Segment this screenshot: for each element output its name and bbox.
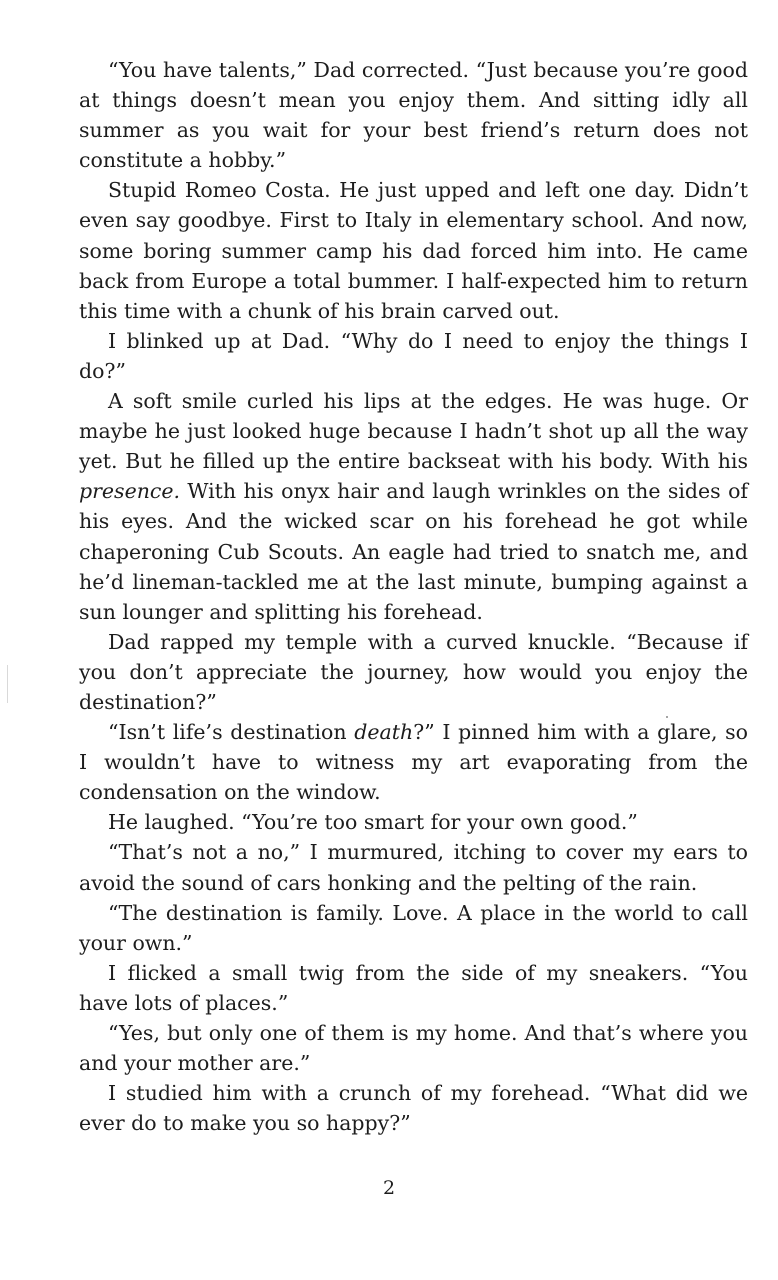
paragraph-text: ?” I pinned him with a glare, so I wouldn’t have to witness my art evaporating from the condensation on the window. [79, 720, 748, 805]
paragraph-11 [79, 1018, 748, 1078]
italic-word: death [354, 720, 414, 745]
scan-edge-mark [7, 665, 8, 703]
paragraph-1 [79, 55, 748, 175]
paragraph-text: Stupid Romeo Costa. He just upped and left one day. Didn’t even say goodbye. First to Italy in elementary school. And now, some boring summer camp his dad forced him into. He came back from Europe a total bummer. I half-expected him to return this time with a chunk of his brain carved out. [79, 178, 748, 323]
paragraph-5 [79, 627, 748, 717]
paragraph-text: “Yes, but only one of them is my home. And that’s where you and your mother are.” [79, 1021, 748, 1076]
paragraph-7 [79, 807, 748, 837]
paragraph-text: “The destination is family. Love. A place in the world to call your own.” [79, 900, 748, 955]
paragraph-text: Dad rapped my temple with a curved knuckle. “Because if you don’t appreciate the journey, how would you enjoy the destination?” [79, 629, 748, 714]
paragraph-9 [79, 898, 748, 958]
paragraph-text: I blinked up at Dad. “Why do I need to enjoy the things I do?” [79, 328, 748, 383]
paragraph-3 [79, 326, 748, 386]
paragraph-text: “You have talents,” Dad corrected. “Just because you’re good at things doesn’t mean you enjoy them. And sitting idly all summer as you wait for your best friend’s return does not constitute a hobby.” [79, 58, 748, 173]
paragraph-text: “That’s not a no,” I murmured, itching to cover my ears to avoid the sound of cars honking and the pelting of the rain. [79, 840, 748, 895]
paragraph-10 [79, 958, 748, 1018]
italic-word: presence. [79, 479, 181, 504]
paragraph-text: He laughed. “You’re too smart for your own good.” [108, 810, 638, 835]
paragraph-text: “Isn’t life’s destination [108, 720, 355, 745]
page-number: 2 [382, 1177, 396, 1199]
paragraph-2 [79, 175, 748, 325]
paragraph-text: I studied him with a crunch of my forehead. “What did we ever do to make you so happy?” [79, 1081, 748, 1136]
paragraph-4 [79, 386, 748, 627]
paragraph-6 [79, 717, 748, 807]
book-page-text [79, 55, 748, 1138]
paragraph-12 [79, 1078, 748, 1138]
paragraph-text: I flicked a small twig from the side of my sneakers. “You have lots of places.” [79, 960, 748, 1015]
scan-dot-mark [666, 716, 668, 718]
paragraph-text: A soft smile curled his lips at the edges. He was huge. Or maybe he just looked huge because I hadn’t shot up all the way yet. But he filled up the entire backseat with his body. With his [79, 389, 748, 474]
paragraph-8 [79, 837, 748, 897]
paragraph-text: With his onyx hair and laugh wrinkles on the sides of his eyes. And the wicked scar on his forehead he got while chaperoning Cub Scouts. An eagle had tried to snatch me, and he’d lineman-tackled me at the last minute, bumping against a sun lounger and splitting his forehead. [79, 479, 748, 624]
